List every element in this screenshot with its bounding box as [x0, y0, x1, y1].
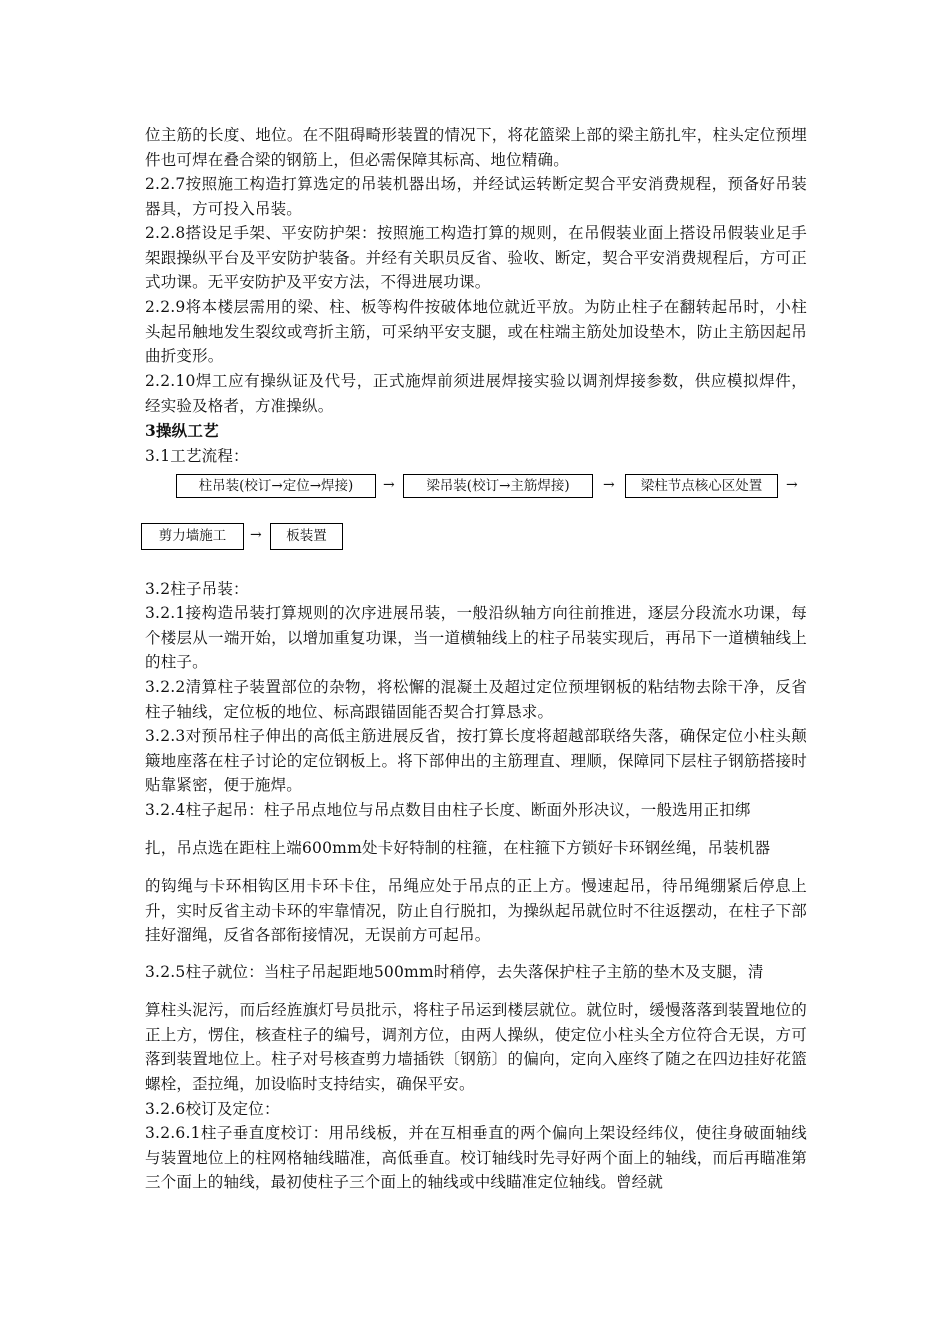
- flow-step-beam-hoisting: 梁吊装(校订→主筋焊接): [403, 474, 593, 498]
- flow-arrow-icon: →: [383, 477, 395, 493]
- subsection-heading: 3.2.6校订及定位：: [145, 1100, 280, 1118]
- flow-arrow-icon: →: [786, 477, 798, 493]
- flow-arrow-icon: →: [250, 527, 262, 543]
- paragraph: 算柱头泥污，而后经旌旗灯号员批示，将柱子吊运到楼层就位。就位时，缓慢落落到装置地位的正上方，愣住，核查柱子的编号，调剂方位，由两人操纵，使定位小柱头全方位符合无误，方可落到装置地位上。柱子对号核查剪力墙插铁〔钢筋〕的偏向，定向入座终了随之在四边挂好花篮螺栓，歪拉绳，加设临时支持结实，确保平安。: [145, 1001, 807, 1093]
- paragraph: 2.2.7按照施工构造打算选定的吊装机器出场，并经试运转断定契合平安消费规程，预备好吊装器具，方可投入吊装。: [145, 175, 807, 218]
- subsection-heading: 3.2柱子吊装：: [145, 580, 249, 598]
- paragraph: 2.2.8搭设足手架、平安防护架：按照施工构造打算的规则，在吊假装业面上搭设吊假装业足手架跟操纵平台及平安防护装备。并经有关职员反省、验收、断定，契合平安消费规程后，方可正式功课。无平安防护及平安方法，不得进展功课。: [145, 224, 807, 291]
- paragraph: 3.2.6.1柱子垂直度校订：用吊线板，并在互相垂直的两个偏向上架设经纬仪，使往身破面轴线与装置地位上的柱网格轴线瞄准，高低垂直。校订轴线时先寻好两个面上的轴线，而后再瞄准第三个面上的轴线，最初使柱子三个面上的轴线或中线瞄准定位轴线。曾经就: [145, 1124, 807, 1191]
- paragraph: 3.2.3对预吊柱子伸出的高低主筋进展反省，按打算长度将超越部联络失落，确保定位小柱头颠簸地座落在柱子讨论的定位钢板上。将下部伸出的主筋理直、理顺，保障同下层柱子钢筋搭接时贴靠紧密，便于施焊。: [145, 727, 807, 794]
- flow-step-joint-core: 梁柱节点核心区处置: [625, 474, 778, 498]
- subsection-heading: 3.1工艺流程：: [145, 447, 249, 465]
- flow-step-shear-wall: 剪力墙施工: [141, 523, 244, 550]
- flow-step-slab-installation: 板装置: [270, 523, 343, 550]
- paragraph-line: 3.2.5柱子就位：当柱子吊起距地500mm时稍停，去失落保护柱子主筋的垫木及支腿，清: [145, 963, 764, 981]
- flow-arrow-icon: →: [603, 477, 615, 493]
- paragraph: 的钩绳与卡环相钩区用卡环卡住，吊绳应处于吊点的正上方。慢速起吊，待吊绳绷紧后停息上升，实时反省主动卡环的牢靠情况，防止自行脱扣，为操纵起吊就位时不往返摆动，在柱子下部挂好溜绳，反省各部衔接情况，无误前方可起吊。: [145, 877, 807, 944]
- flow-step-column-hoisting: 柱吊装(校订→定位→焊接): [176, 474, 376, 498]
- paragraph-line: 扎，吊点选在距柱上端600mm处卡好特制的柱箍，在柱箍下方锁好卡环钢丝绳，吊装机器: [145, 839, 771, 857]
- paragraph: 3.2.1接构造吊装打算规则的次序进展吊装，一般沿纵轴方向往前推进，逐层分段流水功课，每个楼层从一端开始，以增加重复功课，当一道横轴线上的柱子吊装实现后，再吊下一道横轴线上的柱子。: [145, 604, 807, 671]
- paragraph: 3.2.2清算柱子装置部位的杂物，将松懈的混凝土及超过定位预埋钢板的粘结物去除干净，反省柱子轴线，定位板的地位、标高跟锚固能否契合打算恳求。: [145, 678, 807, 721]
- section-heading: 3操纵工艺: [145, 421, 219, 440]
- paragraph-line: 3.2.4柱子起吊：柱子吊点地位与吊点数目由柱子长度、断面外形决议，一般选用正扣绑: [145, 801, 751, 819]
- paragraph: 位主筋的长度、地位。在不阻碍畸形装置的情况下，将花篮梁上部的梁主筋扎牢，柱头定位预埋件也可焊在叠合梁的钢筋上，但必需保障其标高、地位精确。: [145, 126, 807, 169]
- paragraph: 2.2.10焊工应有操纵证及代号，正式施焊前须进展焊接实验以调剂焊接参数，供应模拟焊件，经实验及格者，方准操纵。: [145, 372, 807, 415]
- paragraph: 2.2.9将本楼层需用的梁、柱、板等构件按破体地位就近平放。为防止柱子在翻转起吊时，小柱头起吊触地发生裂纹或弯折主筋，可采纳平安支腿，或在柱端主筋处加设垫木，防止主筋因起吊曲折变形。: [145, 298, 807, 365]
